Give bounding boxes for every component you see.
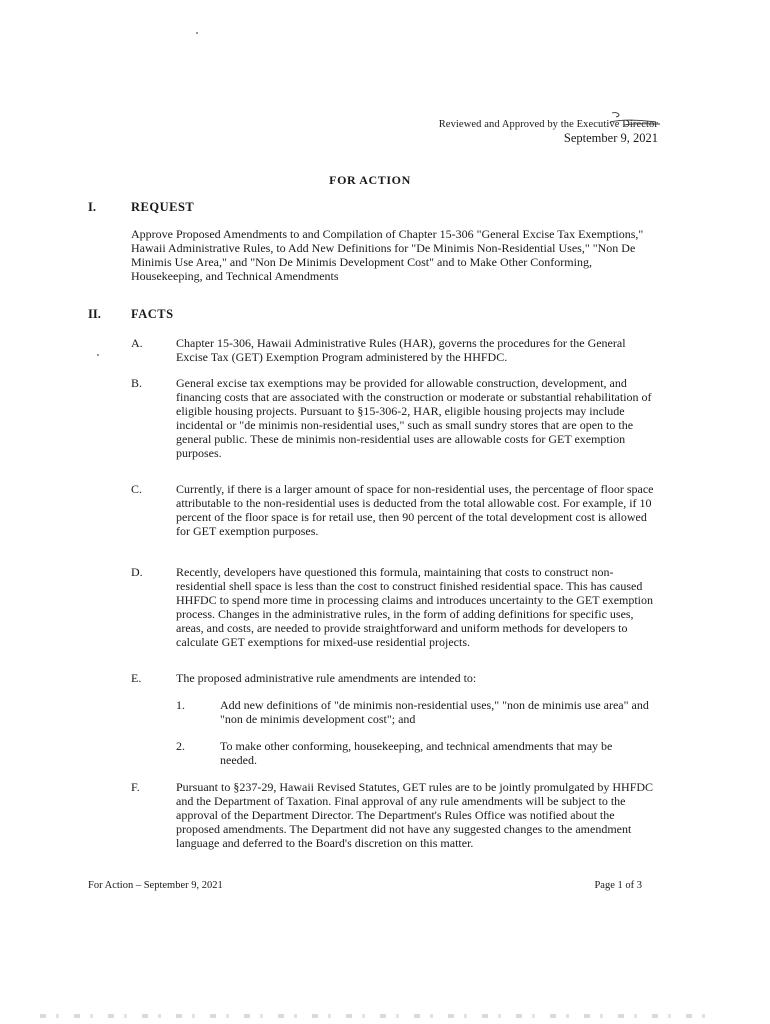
fact-label: B. <box>131 376 143 390</box>
fact-label: F. <box>131 780 140 794</box>
section-title-request: REQUEST <box>131 200 195 214</box>
scan-speck <box>97 354 99 356</box>
scan-artifact <box>40 1014 720 1018</box>
section-title-facts: FACTS <box>131 307 174 321</box>
fact-b-text: General excise tax exemptions may be provided for allowable construction, development, and financing costs that are associated with the construction or moderate or substantial rehabilitation of eligible housing projects. Pursuant to §15-306-2, HAR, eligible housing projects may include incidental or "de minimis non-residential uses," such as small sundry stores that are open to the general public. These de minimis non-residential uses are allowable costs for GET exemption purposes. <box>176 376 652 460</box>
page-heading: FOR ACTION <box>329 173 411 187</box>
page-number: Page 1 of 3 <box>594 880 642 891</box>
fact-c-text: Currently, if there is a larger amount of space for non-residential uses, the percentage of floor space attributable to the non-residential uses is deducted from the total allowable cost. For example, if 10 percent of the floor space is for retail use, then 90 percent of the total development cost is allowed for GET exemption purposes. <box>176 482 654 538</box>
fact-f-text: Pursuant to §237-29, Hawaii Revised Statutes, GET rules are to be jointly promulgated by HHFDC and the Department of Taxation. Final approval of any rule amendments will be subject to the approval of the Department Director. The Department's Rules Office was notified about the proposed amendments. The Department did not have any suggested changes to the amendment language and deferred to the Board's discretion on this matter. <box>176 780 654 850</box>
sub-item-text: Add new definitions of "de minimis non-residential uses," "non de minimis use area" and "non de minimis development cost"; and <box>220 698 649 726</box>
fact-d-text: Recently, developers have questioned this formula, maintaining that costs to construct non-residential shell space is less than the cost to construct finished residential space. This has caused HHFDC to spend more time in processing claims and introduces uncertainty to the GET exemption process. Changes in the administrative rules, in the form of adding definitions for specific uses, areas, and costs, are needed to provide straightforward and uniform methods for developers to calculate GET exemptions for mixed-use residential projects. <box>176 565 654 649</box>
fact-label: D. <box>131 565 143 579</box>
request-text: Approve Proposed Amendments to and Compilation of Chapter 15-306 "General Excise Tax Exemptions," Hawaii Administrative Rules, to Add New Definitions for "De Minimis Non-Residential Uses," "Non De Minimis Use Area," and "Non De Minimis Development Cost" and to Make Other Conforming, Housekeeping, and Technical Amendments <box>131 227 644 283</box>
sub-item-label: 1. <box>176 698 185 712</box>
approval-date: September 9, 2021 <box>563 131 658 146</box>
signature-mark <box>604 110 662 130</box>
scan-speck <box>196 32 198 34</box>
fact-a-text: Chapter 15-306, Hawaii Administrative Rules (HAR), governs the procedures for the General Excise Tax (GET) Exemption Program administered by the HHFDC. <box>176 336 626 364</box>
section-number: I. <box>88 200 96 214</box>
fact-label: A. <box>131 336 143 350</box>
sub-item-text: To make other conforming, housekeeping, and technical amendments that may be needed. <box>220 739 613 767</box>
fact-label: C. <box>131 482 143 496</box>
sub-item-label: 2. <box>176 739 185 753</box>
fact-label: E. <box>131 671 142 685</box>
footer-title: For Action – September 9, 2021 <box>88 880 223 891</box>
section-number: II. <box>88 307 101 321</box>
approval-text: Reviewed and Approved by the Executive Director <box>438 119 658 130</box>
fact-e-text: The proposed administrative rule amendments are intended to: <box>176 671 477 685</box>
